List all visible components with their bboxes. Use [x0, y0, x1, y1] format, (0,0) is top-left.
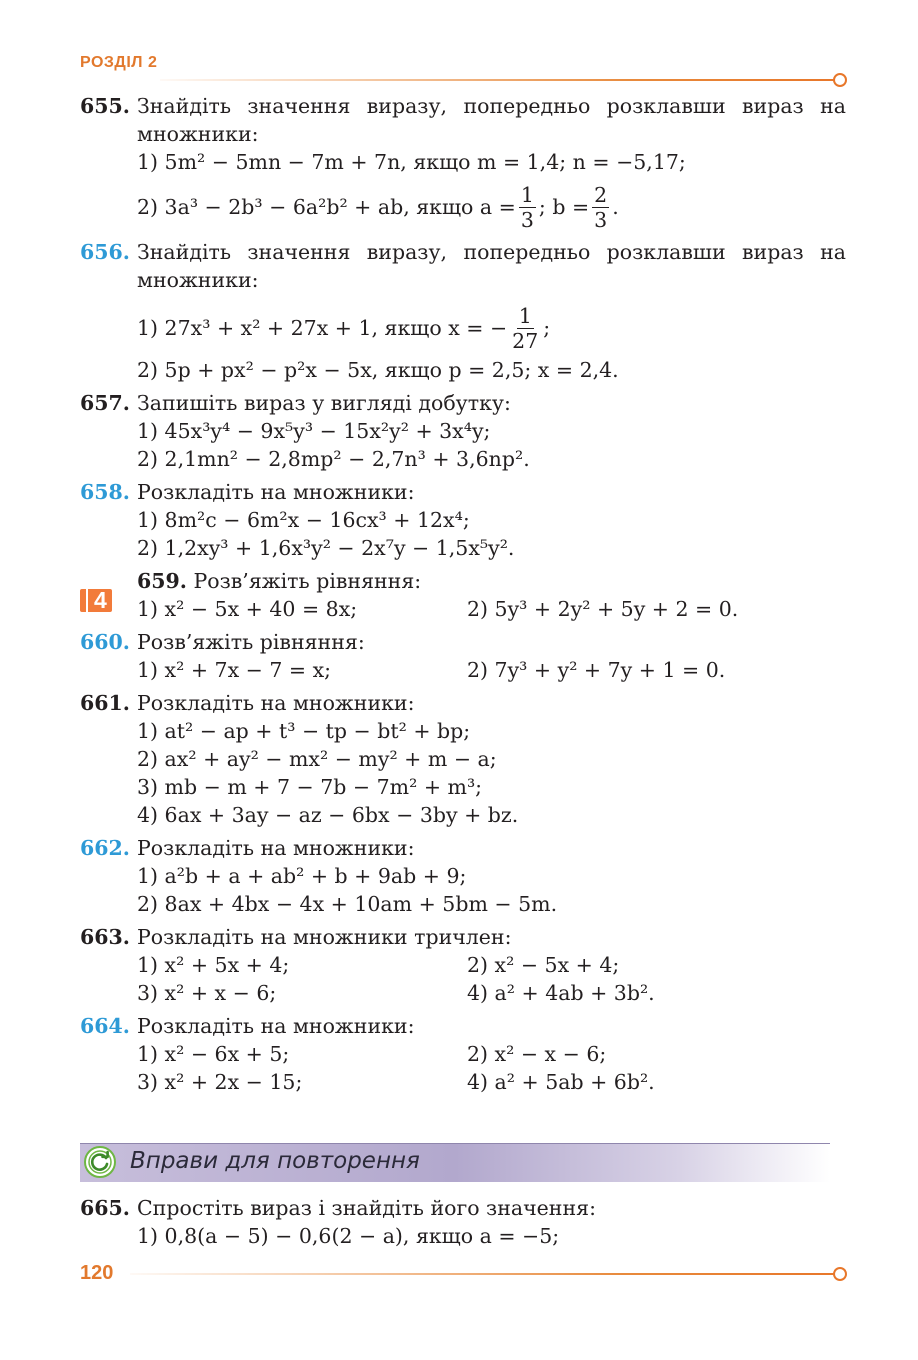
- exercise-item: 1) x² + 7x − 7 = x;: [137, 658, 332, 682]
- exercise-655: [80, 92, 846, 238]
- exercise-item: 1) a²b + a + ab² + b + 9ab + 9;: [137, 864, 467, 888]
- footer-rule: [130, 1273, 836, 1275]
- exercise-text: Розкладіть на множники тричлен:: [137, 925, 512, 949]
- numerator: 2: [594, 182, 608, 207]
- exercise-item: 4) a² + 5ab + 6b².: [467, 1070, 655, 1094]
- denominator: 3: [594, 207, 608, 232]
- exercise-item: 2) ax² + ay² − mx² − my² + m − a;: [137, 747, 497, 771]
- exercise-item: 1) at² − ap + t³ − tp − bt² + bp;: [137, 719, 471, 743]
- exercise-item: 3) mb − m + 7 − 7b − 7m² + m³;: [137, 775, 483, 799]
- exercise-659: [80, 567, 846, 623]
- exercise-661: [80, 689, 846, 829]
- exercise-text: Знайдіть значення виразу, попередньо розклавши вираз на множники:: [137, 240, 846, 292]
- exercise-item: 4) 6ax + 3ay − az − 6bx − 3by + bz.: [137, 803, 519, 827]
- exercise-item: 1) 45x³y⁴ − 9x⁵y³ − 15x²y² + 3x⁴y;: [137, 419, 491, 443]
- denominator: 3: [520, 207, 534, 232]
- exercise-item: 1) 0,8(a − 5) − 0,6(2 − a), якщо a = −5;: [137, 1224, 560, 1248]
- numerator: 1: [518, 303, 532, 328]
- exercise-665: [80, 1194, 846, 1250]
- exercise-item: 3) x² + 2x − 15;: [137, 1070, 303, 1094]
- exercise-text: Розкладіть на множники:: [137, 1014, 415, 1038]
- exercise-number: 658.: [80, 480, 130, 504]
- item-text: ;: [543, 316, 551, 340]
- exercise-text: Запишіть вираз у вигляді добутку:: [137, 391, 511, 415]
- exercise-text: Спростіть вираз і знайдіть його значення:: [137, 1196, 596, 1220]
- exercise-text: Розкладіть на множники:: [137, 480, 415, 504]
- exercise-656: [80, 238, 846, 384]
- exercise-item: 1) 5m² − 5mn − 7m + 7n, якщо m = 1,4; n = −5,17;: [137, 150, 686, 174]
- repeat-icon: [84, 1146, 116, 1178]
- exercise-number: 662.: [80, 836, 130, 860]
- exercise-number: 664.: [80, 1014, 130, 1038]
- item-text: 2) 3a³ − 2b³ − 6a²b² + ab, якщо a =: [137, 195, 516, 219]
- exercise-text: Розкладіть на множники:: [137, 691, 415, 715]
- fraction: [592, 183, 609, 232]
- header-rule: [160, 79, 836, 81]
- level-label: 4: [86, 587, 107, 613]
- fraction: [510, 304, 540, 353]
- exercise-664: [80, 1012, 846, 1096]
- review-exercises: [80, 1194, 846, 1250]
- exercise-item: 2) 8ax + 4bx − 4x + 10am + 5bm − 5m.: [137, 892, 558, 916]
- exercise-item: 1) x² − 5x + 40 = 8x;: [137, 597, 358, 621]
- exercise-text: Знайдіть значення виразу, попередньо розклавши вираз на множники:: [137, 94, 846, 146]
- item-text: ; b =: [538, 195, 590, 219]
- exercise-number: 655.: [80, 94, 130, 118]
- exercise-text: Розкладіть на множники:: [137, 836, 415, 860]
- exercise-item: 2) x² − x − 6;: [467, 1042, 607, 1066]
- exercise-item: 2) 5y³ + 2y² + 5y + 2 = 0.: [467, 597, 739, 621]
- exercise-item: 4) a² + 4ab + 3b².: [467, 981, 655, 1005]
- review-banner: [80, 1143, 830, 1182]
- header-rule-end-icon: [833, 73, 847, 87]
- fraction: [519, 183, 536, 232]
- exercise-number: 661.: [80, 691, 130, 715]
- exercise-header: [137, 567, 846, 595]
- exercise-text: Розв’яжіть рівняння:: [137, 630, 365, 654]
- exercise-item: 1) 8m²c − 6m²x − 16cx³ + 12x⁴;: [137, 508, 470, 532]
- exercise-number: 665.: [80, 1196, 130, 1220]
- exercise-item: 2) 7y³ + y² + 7y + 1 = 0.: [467, 658, 726, 682]
- exercise-number: 656.: [80, 240, 130, 264]
- exercise-657: [80, 389, 846, 473]
- exercise-item: 2) 1,2xy³ + 1,6x³y² − 2x⁷y − 1,5x⁵y².: [137, 536, 515, 560]
- exercise-662: [80, 834, 846, 918]
- exercise-658: [80, 478, 846, 562]
- exercise-item: [137, 294, 846, 362]
- exercise-text: Розв’яжіть рівняння:: [186, 569, 422, 593]
- item-text: .: [612, 195, 619, 219]
- exercise-item: 1) x² − 6x + 5;: [137, 1042, 290, 1066]
- exercise-item: 1) x² + 5x + 4;: [137, 953, 290, 977]
- exercise-number: 660.: [80, 630, 130, 654]
- exercise-number: 663.: [80, 925, 130, 949]
- exercises: [80, 92, 846, 1096]
- exercise-660: [80, 628, 846, 684]
- exercise-number: 659.: [137, 569, 187, 593]
- page-number: 120: [80, 1262, 114, 1284]
- exercise-item: 3) x² + x − 6;: [137, 981, 277, 1005]
- footer-rule-end-icon: [833, 1267, 847, 1281]
- exercise-item: 2) x² − 5x + 4;: [467, 953, 620, 977]
- denominator: 27: [512, 328, 539, 353]
- exercise-item: [137, 176, 846, 238]
- numerator: 1: [520, 182, 534, 207]
- exercise-663: [80, 923, 846, 1007]
- section-label: РОЗДІЛ 2: [80, 54, 158, 71]
- exercise-item: 2) 2,1mn² − 2,8mp² − 2,7n³ + 3,6np².: [137, 447, 530, 471]
- exercise-item: 2) 5p + px² − p²x − 5x, якщо p = 2,5; x = 2,4.: [137, 358, 619, 382]
- item-text: 1) 27x³ + x² + 27x + 1, якщо x = −: [137, 316, 508, 340]
- banner-title: Вправи для повторення: [130, 1148, 420, 1174]
- exercise-number: 657.: [80, 391, 130, 415]
